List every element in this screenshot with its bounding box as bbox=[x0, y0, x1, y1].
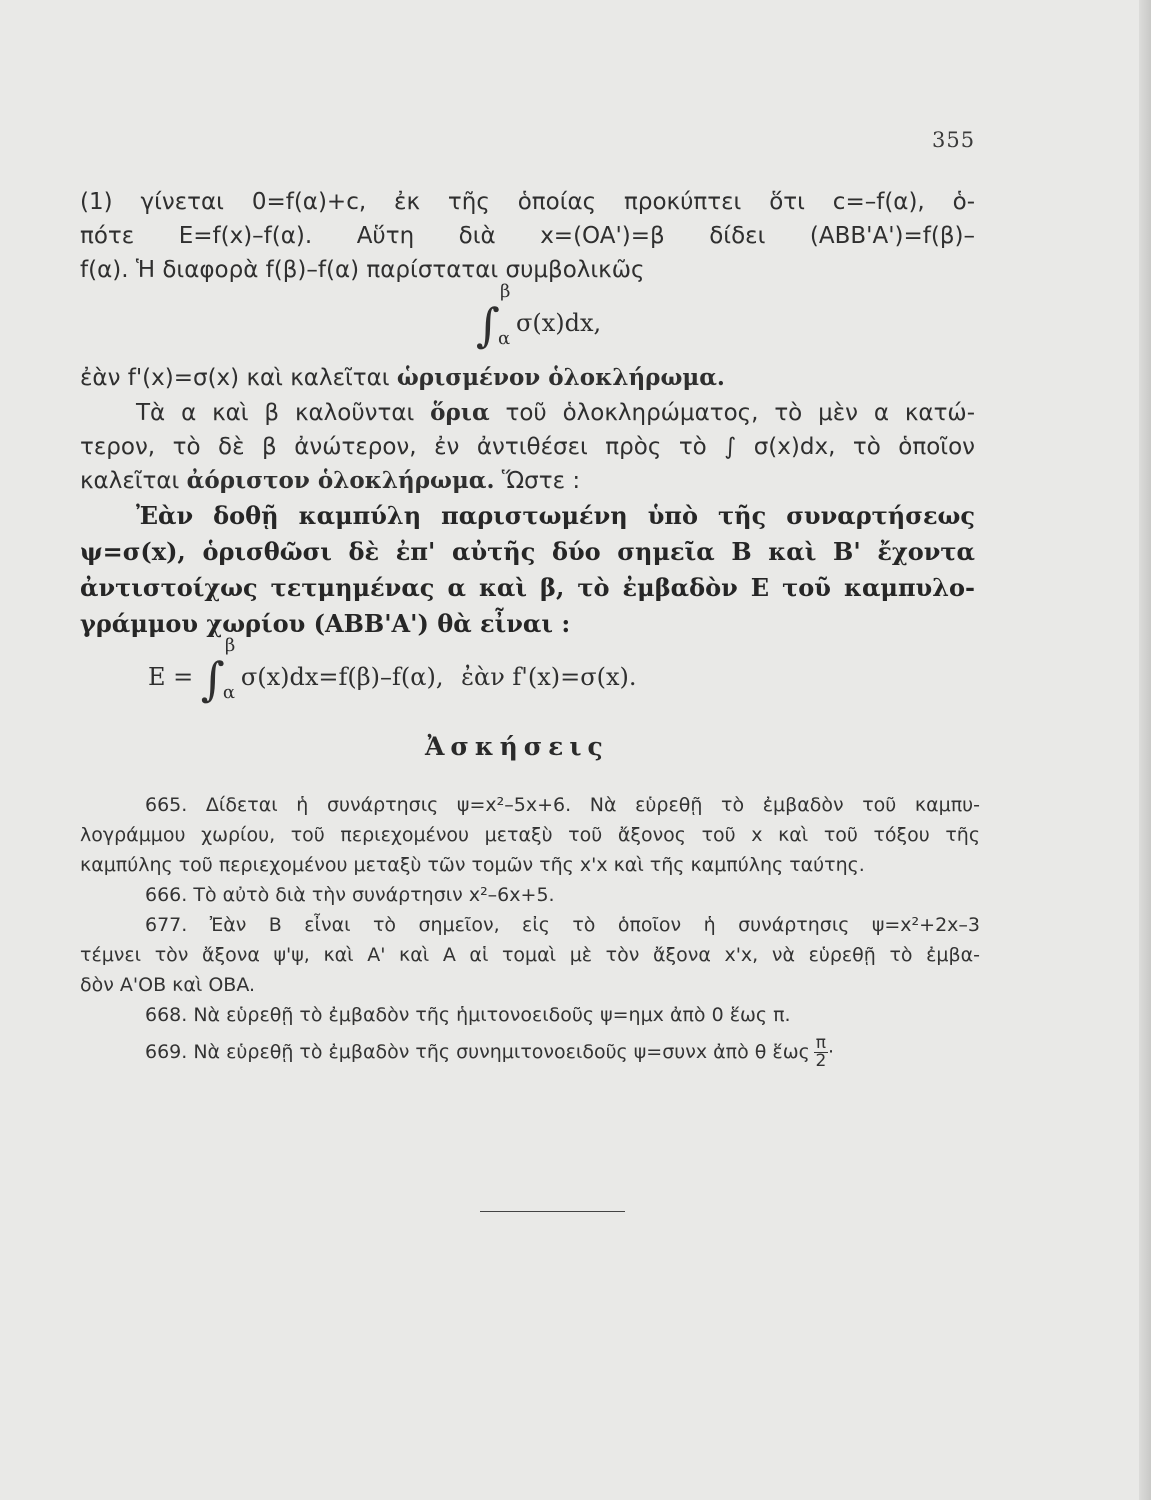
exercise-665-line-1: 665. Δίδεται ἡ συνάρτησις ψ=x²–5x+6. Νὰ εὑρεθῇ τὸ ἐμβαδὸν τοῦ καμπυ- bbox=[145, 794, 980, 816]
fraction-numerator: π bbox=[815, 1033, 827, 1053]
integral-sign: ∫ bbox=[200, 652, 225, 706]
exercise-677-line-2: τέμνει τὸν ἄξονα ψ'ψ, καὶ A' καὶ A αἱ τομαὶ μὲ τὸν ἄξονα x'x, νὰ εὑρεθῇ τὸ ἐμβα- bbox=[80, 944, 980, 966]
paragraph-2-line-2: τερον, τὸ δὲ β ἀνώτερον, ἐν ἀντιθέσει πρὸς τὸ ∫ σ(x)dx, τὸ ὁποῖον bbox=[80, 434, 975, 460]
paragraph-2 bbox=[80, 396, 975, 498]
definition-text bbox=[80, 361, 975, 395]
exercise-669-line bbox=[80, 1035, 980, 1079]
exercise-666: 666. Τὸ αὐτὸ διὰ τὴν συνάρτησιν x²–6x+5. bbox=[145, 884, 555, 906]
lower-limit: α bbox=[497, 328, 511, 349]
exercise-669-text: 669. Νὰ εὑρεθῇ τὸ ἐμβαδὸν τῆς συνημιτονοειδοῦς ψ=συνx ἀπὸ θ ἕως bbox=[145, 1041, 810, 1063]
formula-area-suffix: ἐὰν f'(x)=σ(x). bbox=[461, 663, 637, 691]
integral-limits bbox=[497, 281, 514, 349]
p2-line1-prefix: Τὰ α καὶ β καλοῦνται bbox=[136, 400, 431, 426]
theorem-line-2: ψ=σ(x), ὁρισθῶσι δὲ ἐπ' αὐτῆς δύο σημεῖα B καὶ B' ἔχοντα bbox=[80, 537, 975, 566]
definition-line bbox=[80, 361, 975, 395]
page-edge bbox=[1139, 0, 1151, 1500]
term-indefinite-integral: ἀόριστον ὁλοκλήρωμα. bbox=[186, 467, 495, 494]
lower-limit: α bbox=[222, 682, 236, 703]
exercise-677-line-1: 677. Ἐὰν B εἶναι τὸ σημεῖον, εἰς τὸ ὁποῖον ἡ συνάρτησις ψ=x²+2x–3 bbox=[145, 914, 980, 936]
upper-limit: β bbox=[499, 281, 511, 302]
upper-limit: β bbox=[224, 635, 236, 656]
p2-line3-suffix: Ὥστε : bbox=[494, 468, 581, 494]
exercise-668: 668. Νὰ εὑρεθῇ τὸ ἐμβαδὸν τῆς ἡμιτονοειδοῦς ψ=ημx ἀπὸ 0 ἕως π. bbox=[145, 1004, 791, 1026]
paragraph-1 bbox=[80, 185, 975, 287]
theorem-line-1: Ἐὰν δοθῇ καμπύλη παριστωμένη ὑπὸ τῆς συναρτήσεως bbox=[136, 501, 975, 530]
exercises-heading: Ἀσκήσεις bbox=[425, 732, 609, 761]
exercise-677-line-3: δὸν A'OB καὶ OBA. bbox=[80, 974, 256, 996]
definition-prefix: ἐὰν f'(x)=σ(x) καὶ καλεῖται bbox=[80, 365, 397, 391]
integrand: σ(x)dx, bbox=[515, 309, 602, 337]
integral-sign: ∫ bbox=[476, 298, 500, 352]
formula-area-prefix: E = bbox=[148, 663, 194, 691]
theorem-line-4: γράμμου χωρίου (ABB'A') θὰ εἶναι : bbox=[80, 609, 571, 638]
formula-area-body: σ(x)dx=f(β)–f(α), bbox=[240, 663, 444, 691]
end-rule bbox=[480, 1211, 625, 1212]
theorem-line-3: ἀντιστοίχως τετμημένας α καὶ β, τὸ ἐμβαδὸν E τοῦ καμπυλο- bbox=[80, 573, 975, 602]
fraction-denominator: 2 bbox=[815, 1051, 827, 1071]
paragraph-1-line-2: πότε E=f(x)–f(α). Αὕτη διὰ x=(OA')=β δίδει (ABB'A')=f(β)– bbox=[80, 223, 975, 249]
p2-line1-suffix: τοῦ ὁλοκληρώματος, τὸ μὲν α κατώ- bbox=[489, 400, 975, 426]
integral-limits bbox=[222, 635, 239, 703]
exercise-list bbox=[80, 790, 980, 1030]
exercise-669 bbox=[80, 1035, 980, 1079]
fraction-pi-over-2 bbox=[814, 1035, 828, 1070]
exercise-665-line-2: λογράμμου χωρίου, τοῦ περιεχομένου μεταξὺ τοῦ ἄξονος τοῦ x καὶ τοῦ τόξου τῆς bbox=[80, 824, 980, 846]
formula-definite-integral bbox=[476, 281, 602, 352]
formula-area bbox=[148, 635, 637, 706]
term-definite-integral: ὡρισμένον ὁλοκλήρωμα. bbox=[396, 364, 725, 391]
theorem bbox=[80, 498, 975, 642]
p2-line3-prefix: καλεῖται bbox=[80, 468, 187, 494]
paragraph-2-line-1 bbox=[80, 396, 975, 430]
paragraph-1-line-3: f(α). Ἡ διαφορὰ f(β)–f(α) παρίσταται συμβολικῶς bbox=[80, 257, 645, 283]
exercise-669-end: · bbox=[828, 1041, 835, 1063]
paragraph-1-line-1: (1) γίνεται 0=f(α)+c, ἐκ τῆς ὁποίας προκύπτει ὅτι c=–f(α), ὁ- bbox=[80, 189, 975, 215]
exercise-665-line-3: καμπύλης τοῦ περιεχομένου μεταξὺ τῶν τομῶν τῆς x'x καὶ τῆς καμπύλης ταύτης. bbox=[80, 854, 865, 876]
page-number: 355 bbox=[932, 128, 976, 152]
paragraph-2-line-3 bbox=[80, 464, 975, 498]
term-limits: ὅρια bbox=[430, 399, 490, 426]
